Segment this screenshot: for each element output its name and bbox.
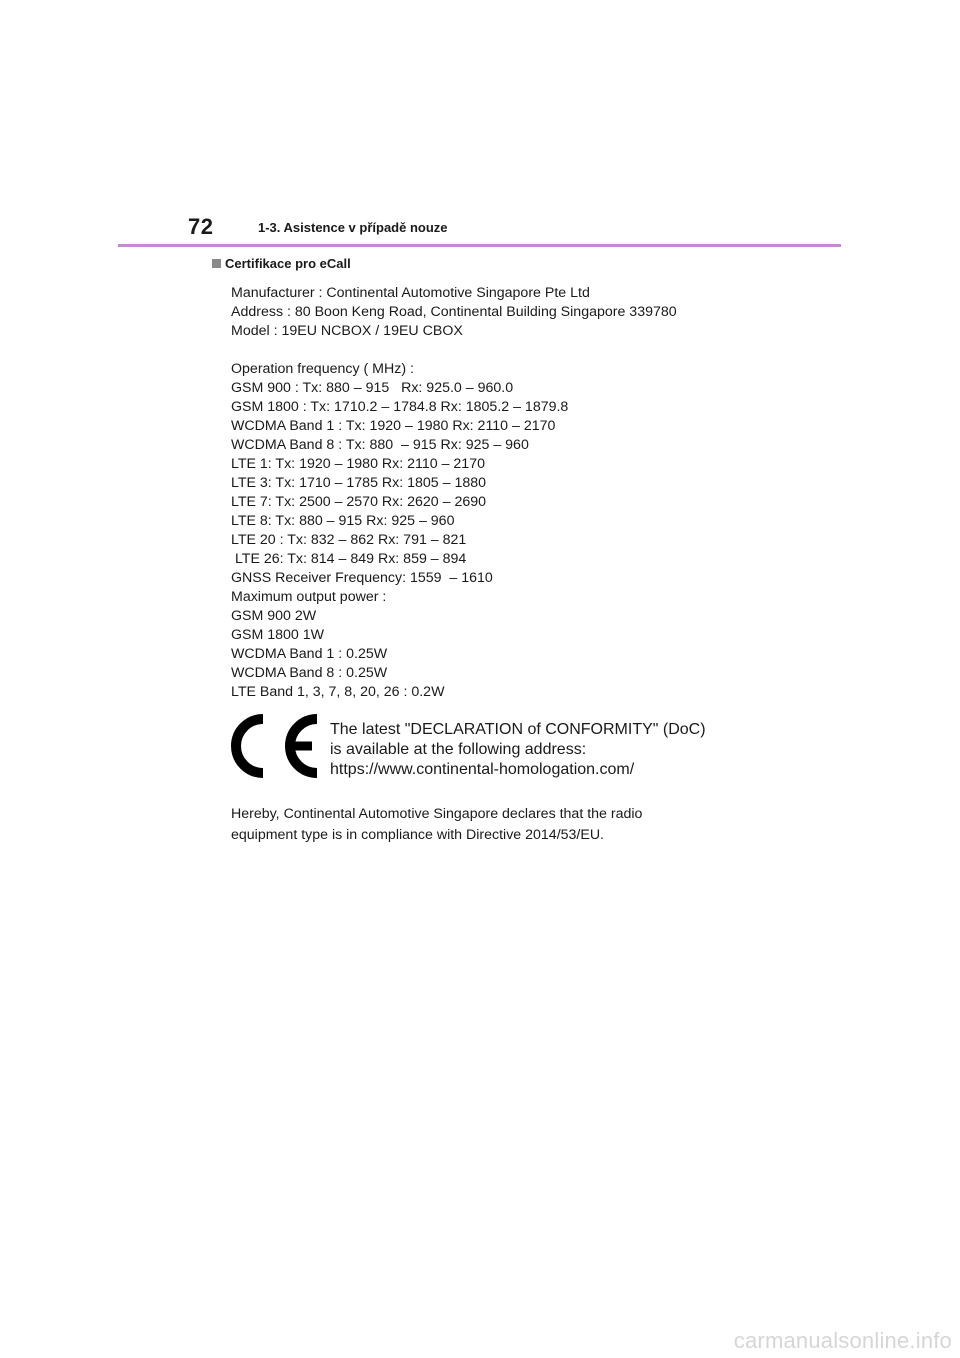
output-power-line: GSM 900 2W [231, 608, 317, 624]
watermark: carmanualsonline.info [733, 1328, 952, 1353]
output-power-line: LTE Band 1, 3, 7, 8, 20, 26 : 0.2W [231, 684, 445, 700]
declaration-line: The latest "DECLARATION of CONFORMITY" (DoC) [330, 721, 706, 738]
frequency-line: LTE 26: Tx: 814 – 849 Rx: 859 – 894 [231, 551, 467, 567]
frequency-line: GNSS Receiver Frequency: 1559 – 1610 [231, 570, 493, 586]
frequency-line: WCDMA Band 1 : Tx: 1920 – 1980 Rx: 2110 – 2170 [231, 418, 556, 434]
subheading-label: Certifikace pro eCall [225, 256, 351, 271]
declaration-notice [330, 720, 706, 780]
compliance-line: equipment type is in compliance with Directive 2014/53/EU. [231, 827, 605, 843]
frequency-line: LTE 20 : Tx: 832 – 862 Rx: 791 – 821 [231, 532, 467, 548]
square-bullet-icon [212, 259, 221, 268]
model-line: Model : 19EU NCBOX / 19EU CBOX [231, 323, 463, 339]
page-number: 72 [188, 214, 214, 239]
subheading [212, 256, 351, 271]
frequency-line: Operation frequency ( MHz) : [231, 361, 414, 377]
spacer [231, 341, 677, 360]
output-power-line: GSM 1800 1W [231, 627, 325, 643]
output-power-heading: Maximum output power : [231, 589, 387, 605]
header-divider [118, 244, 841, 247]
frequency-line: LTE 1: Tx: 1920 – 1980 Rx: 2110 – 2170 [231, 456, 485, 472]
output-power-line: WCDMA Band 8 : 0.25W [231, 665, 388, 681]
frequency-line: GSM 900 : Tx: 880 – 915 Rx: 925.0 – 960.0 [231, 380, 514, 396]
compliance-line: Hereby, Continental Automotive Singapore declares that the radio [231, 806, 643, 822]
compliance-statement [231, 804, 642, 846]
frequency-line: LTE 8: Tx: 880 – 915 Rx: 925 – 960 [231, 513, 455, 529]
frequency-line: WCDMA Band 8 : Tx: 880 – 915 Rx: 925 – 960 [231, 437, 529, 453]
frequency-line: LTE 7: Tx: 2500 – 2570 Rx: 2620 – 2690 [231, 494, 487, 510]
declaration-line: is available at the following address: [330, 741, 587, 758]
output-power-line: WCDMA Band 1 : 0.25W [231, 646, 388, 662]
frequency-line: GSM 1800 : Tx: 1710.2 – 1784.8 Rx: 1805.2 – 1879.8 [231, 399, 569, 415]
certification-details [231, 284, 677, 702]
frequency-line: LTE 3: Tx: 1710 – 1785 Rx: 1805 – 1880 [231, 475, 487, 491]
section-title: 1-3. Asistence v případě nouze [258, 220, 448, 235]
declaration-url: https://www.continental-homologation.com/ [330, 761, 635, 778]
address-line: Address : 80 Boon Keng Road, Continental Building Singapore 339780 [231, 304, 677, 320]
ce-mark-icon [230, 713, 320, 779]
manufacturer-line: Manufacturer : Continental Automotive Singapore Pte Ltd [231, 285, 590, 301]
